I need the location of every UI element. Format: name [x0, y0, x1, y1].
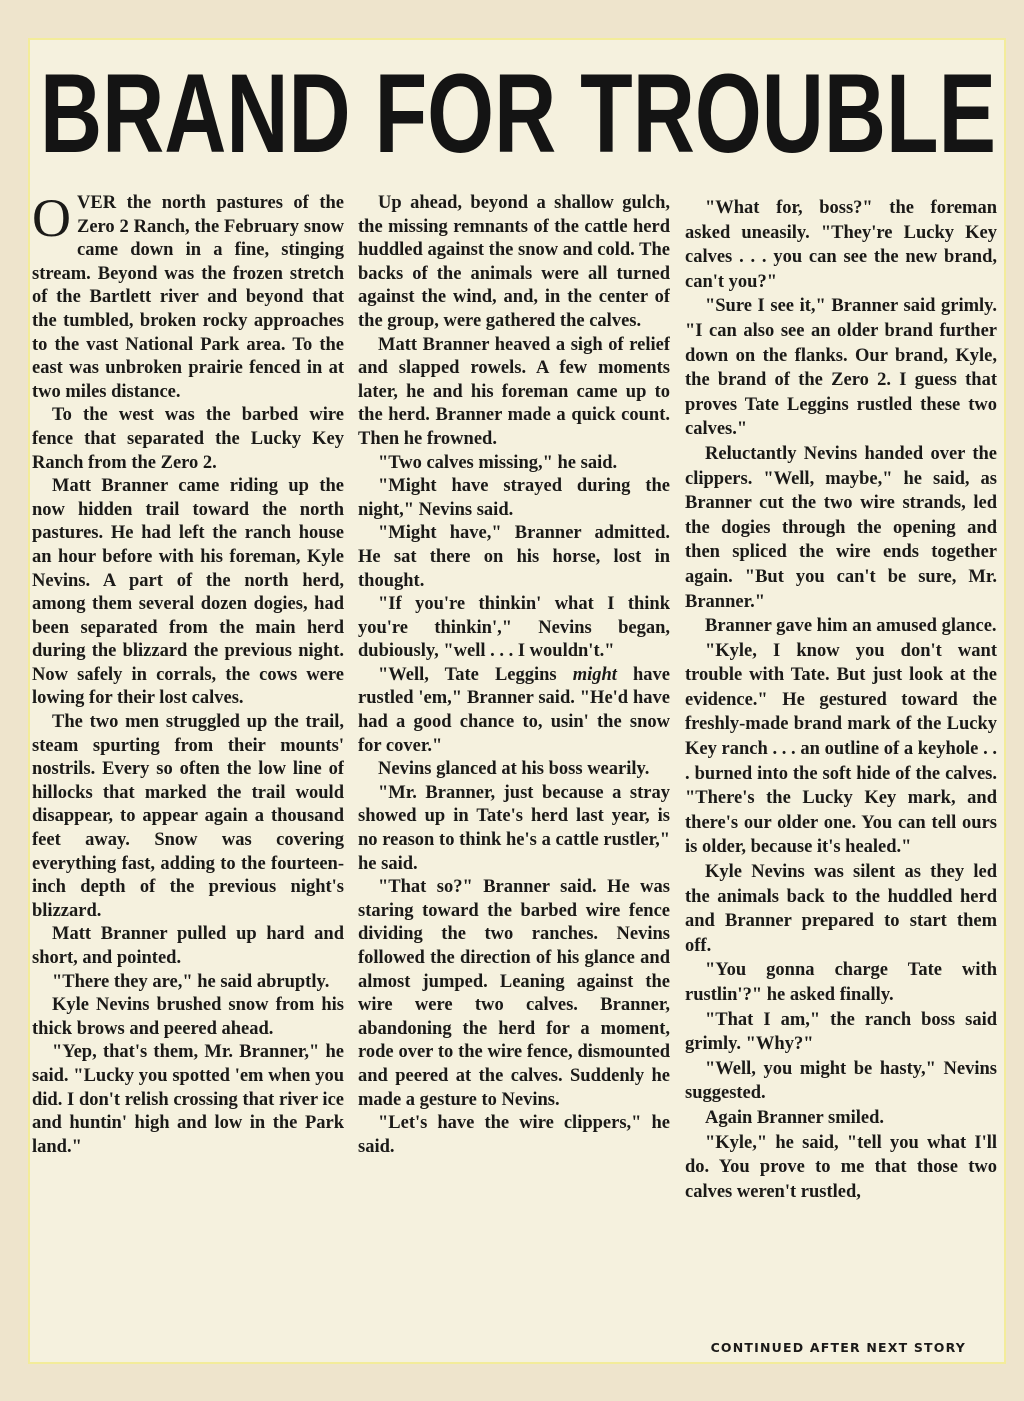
paragraph	[685, 958, 997, 1007]
paragraph-text: "Two calves missing," he said.	[378, 452, 618, 473]
paragraph-text: VER the north pastures of the Zero 2 Ranch, the February snow came down in a fine, stinging stream. Beyond was the frozen stretch of the Bartlett river and beyond that the tumbled, broken rocky approaches to the vast National Park area. To the east was unbroken prairie fenced in at two miles distance.	[32, 193, 344, 402]
paragraph	[685, 442, 997, 614]
paragraph	[32, 192, 344, 404]
paragraph	[358, 758, 670, 782]
paragraph-text: "Well, Tate Leggins	[378, 664, 573, 685]
paragraph-text: "If you're thinkin' what I think you're thinkin'," Nevins began, dubiously, "well . . . I wouldn't."	[358, 594, 670, 662]
story-title	[40, 62, 996, 162]
paragraph	[358, 876, 670, 1112]
paragraph	[685, 1131, 997, 1205]
paragraph	[685, 1106, 997, 1131]
paragraph-text: "Mr. Branner, just because a stray showed up in Tate's herd last year, is no reason to think he's a cattle rustler," he said.	[358, 782, 670, 874]
paragraph-text: Nevins glanced at his boss wearily.	[378, 759, 650, 780]
paragraph	[358, 1112, 670, 1159]
paragraph	[32, 711, 344, 923]
paragraph	[685, 1008, 997, 1057]
paragraph	[358, 522, 670, 593]
paragraph	[685, 860, 997, 958]
paragraph	[685, 639, 997, 860]
paragraph-text: Branner gave him an amused glance.	[705, 616, 997, 637]
paragraph-text: "Might have," Branner admitted. He sat there on his horse, lost in thought.	[358, 523, 670, 591]
text-column-2	[358, 192, 670, 1332]
paragraph-text: Again Branner smiled.	[705, 1107, 885, 1128]
paragraph-text: Matt Branner came riding up the now hidden trail toward the north pastures. He had left the ranch house an hour before with his foreman, Kyle Nevins. A part of the north herd, among them several dozen dogies, had been separated from the main herd during the blizzard the previous night. Now safely in corrals, the cows were lowing for their lost calves.	[32, 476, 344, 709]
story-title-text: BRAND FOR TROUBLE	[40, 62, 996, 162]
continued-note: CONTINUED AFTER NEXT STORY	[710, 1340, 966, 1355]
paragraph	[685, 614, 997, 639]
paragraph-text: "Kyle," he said, "tell you what I'll do. You prove to me that those two calves weren't rustled,	[685, 1132, 997, 1202]
paragraph-text: "Well, you might be hasty," Nevins suggested.	[685, 1058, 997, 1104]
paragraph-text: "Let's have the wire clippers," he said.	[358, 1113, 670, 1157]
paragraph-text: Reluctantly Nevins handed over the clippers. "Well, maybe," he said, as Branner cut the two wire strands, led the dogies through the opening and then spliced the wire ends together again. "But you can't be sure, Mr. Branner."	[685, 443, 997, 612]
paragraph-text: "You gonna charge Tate with rustlin'?" he asked finally.	[685, 960, 997, 1005]
paragraph-text: "Sure I see it," Branner said grimly. "I can also see an older brand further down on the flanks. Our brand, Kyle, the brand of the Zero 2. I guess that proves Tate Leggins rustled these two calves."	[685, 296, 997, 440]
paragraph-text: "Yep, that's them, Mr. Branner," he said. "Lucky you spotted 'em when you did. I don't relish crossing that river ice and huntin' high and low in the Park land."	[32, 1042, 344, 1157]
paragraph	[32, 994, 344, 1041]
paragraph	[32, 404, 344, 475]
paragraph	[685, 196, 997, 294]
paragraph-text: "What for, boss?" the foreman asked uneasily. "They're Lucky Key calves . . . you can see the new brand, can't you?"	[685, 198, 997, 292]
paragraph-text: Kyle Nevins brushed snow from his thick brows and peered ahead.	[32, 995, 344, 1039]
paragraph-text: "There they are," he said abruptly.	[52, 971, 330, 992]
paragraph	[358, 452, 670, 476]
paragraph	[358, 192, 670, 334]
paragraph	[358, 782, 670, 876]
paragraph-text: To the west was the barbed wire fence that separated the Lucky Key Ranch from the Zero 2.	[32, 405, 344, 473]
paragraph	[685, 294, 997, 442]
paragraph-text: Matt Branner pulled up hard and short, and pointed.	[32, 924, 344, 968]
paragraph-text: have rustled 'em," Branner said. "He'd have had a good chance to, usin' the snow for cover."	[358, 664, 670, 756]
drop-cap: O	[32, 192, 71, 248]
paragraph-text: Kyle Nevins was silent as they led the animals back to the huddled herd and Branner prepared to start them off.	[685, 862, 997, 956]
paragraph	[685, 1057, 997, 1106]
paragraph	[32, 1041, 344, 1159]
italic-text: might	[572, 664, 617, 685]
paragraph-text: Up ahead, beyond a shallow gulch, the missing remnants of the cattle herd huddled against the snow and cold. The backs of the animals were all turned against the wind, and, in the center of the group, were gathered the calves.	[358, 193, 670, 331]
paragraph	[32, 971, 344, 995]
paragraph	[358, 334, 670, 452]
paragraph-text: "That so?" Branner said. He was staring toward the barbed wire fence dividing the two ranches. Nevins followed the direction of his glance and almost jumped. Leaning against the wire were two calves. Branner, abandoning the herd for a moment, rode over to the wire fence, dismounted and peered at the calves. Suddenly he made a gesture to Nevins.	[358, 877, 670, 1110]
paragraph-text: "Might have strayed during the night," Nevins said.	[358, 476, 670, 520]
paragraph-text: Matt Branner heaved a sigh of relief and slapped rowels. A few moments later, he and his foreman came up to the herd. Branner made a quick count. Then he frowned.	[358, 334, 670, 449]
paragraph-text: "Kyle, I know you don't want trouble with Tate. But just look at the evidence." He gestured toward the freshly-made brand mark of the Lucky Key ranch . . . an outline of a keyhole . . . burned into the soft hide of the calves. "There's the Lucky Key mark, and there's our older one. You can tell ours is older, because it's healed."	[685, 640, 997, 858]
paragraph	[32, 475, 344, 711]
paragraph	[32, 923, 344, 970]
paragraph	[358, 475, 670, 522]
paragraph-text: "That I am," the ranch boss said grimly. "Why?"	[685, 1009, 997, 1055]
text-column-3	[685, 196, 997, 1336]
paragraph	[358, 593, 670, 664]
paragraph	[358, 664, 670, 758]
text-column-1	[32, 192, 344, 1332]
paragraph-text: The two men struggled up the trail, steam spurting from their mounts' nostrils. Every so often the low line of hillocks that marked the trail would disappear, to appear again a thousand feet away. Snow was covering everything fast, adding to the fourteen-inch depth of the previous night's blizzard.	[32, 712, 344, 921]
